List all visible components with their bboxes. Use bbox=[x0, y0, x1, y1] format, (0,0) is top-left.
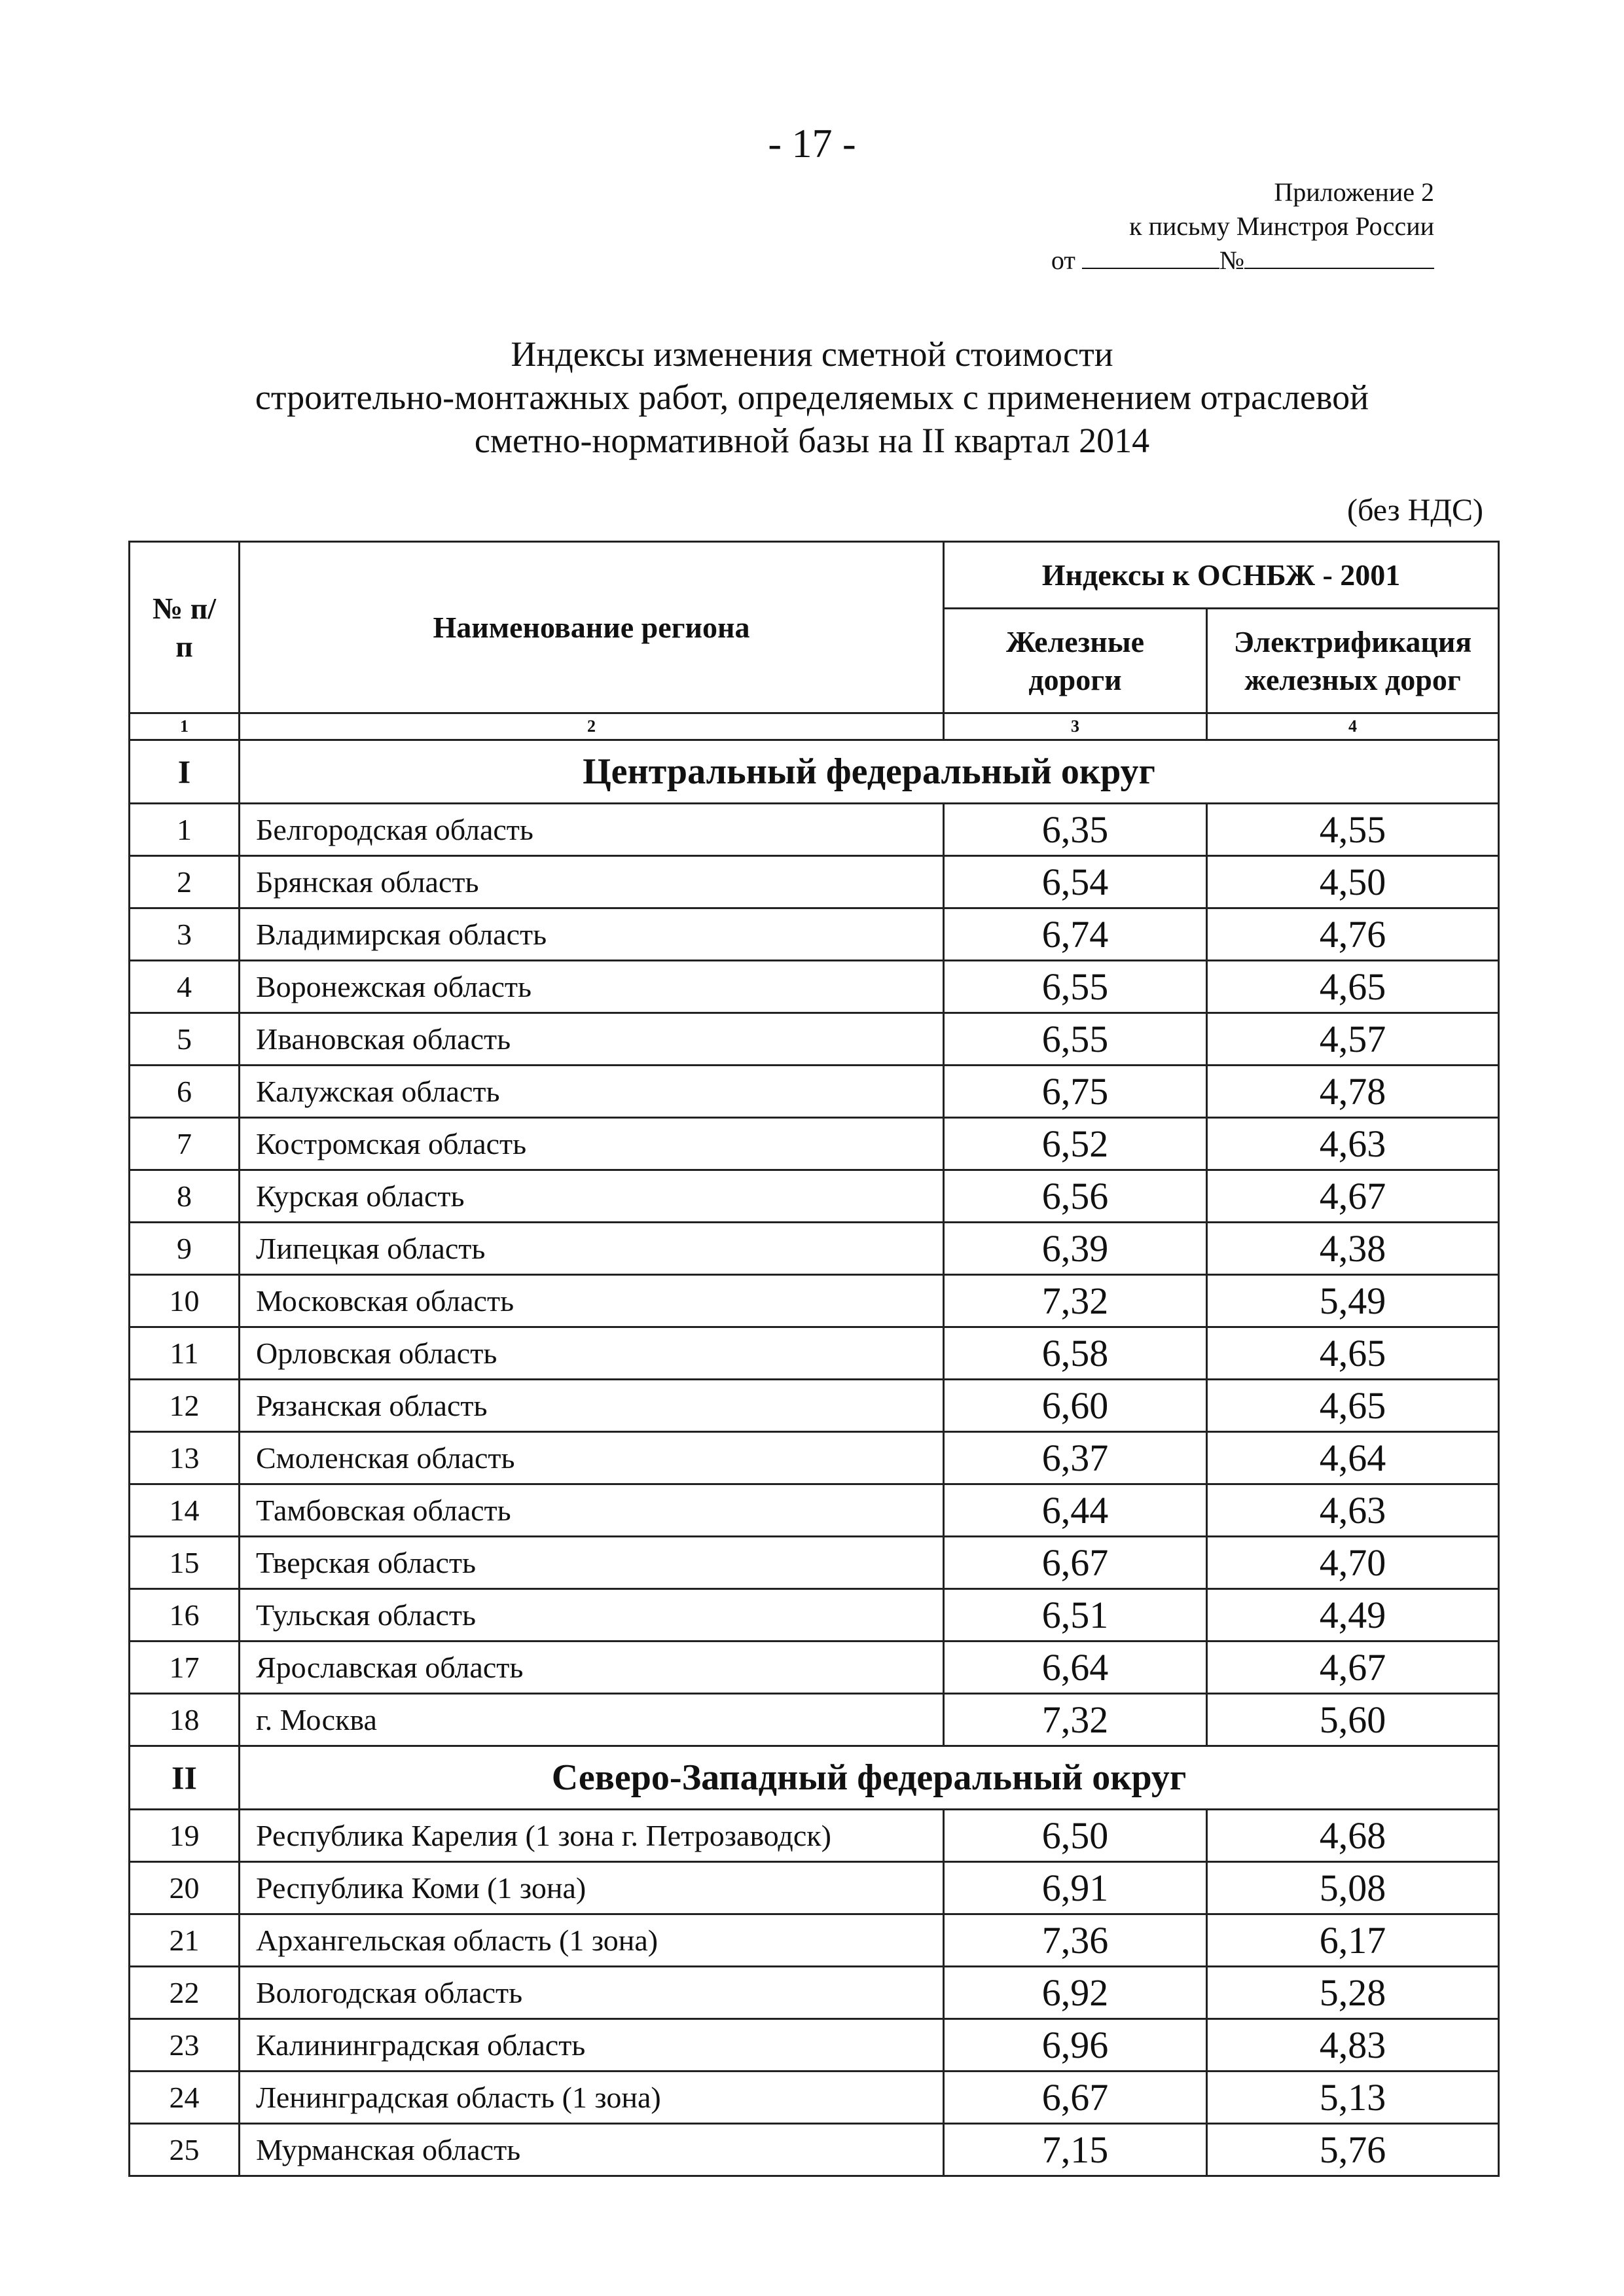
region-name: Республика Карелия (1 зона г. Петрозаводск) bbox=[240, 1810, 944, 1862]
railway-index: 6,50 bbox=[944, 1810, 1207, 1862]
row-number: 25 bbox=[130, 2124, 240, 2176]
header-index-group: Индексы к ОСНБЖ - 2001 bbox=[944, 542, 1499, 609]
table-row bbox=[130, 1537, 1499, 1589]
electrification-index: 4,55 bbox=[1207, 804, 1499, 856]
district-name: Северо-Западный федеральный округ bbox=[240, 1746, 1499, 1810]
district-number: I bbox=[130, 740, 240, 804]
electrification-index: 4,65 bbox=[1207, 1380, 1499, 1432]
region-name: Вологодская область bbox=[240, 1967, 944, 2019]
region-name: Воронежская область bbox=[240, 961, 944, 1013]
electrification-index: 5,08 bbox=[1207, 1862, 1499, 1914]
region-name: Курская область bbox=[240, 1170, 944, 1223]
row-number: 6 bbox=[130, 1066, 240, 1118]
region-name: Владимирская область bbox=[240, 908, 944, 961]
region-name: Республика Коми (1 зона) bbox=[240, 1862, 944, 1914]
row-number: 17 bbox=[130, 1641, 240, 1694]
title-line-2: строительно-монтажных работ, определяемых с применением отраслевой bbox=[255, 378, 1369, 417]
electrification-index: 4,38 bbox=[1207, 1223, 1499, 1275]
row-number: 20 bbox=[130, 1862, 240, 1914]
electrification-index: 4,68 bbox=[1207, 1810, 1499, 1862]
table-row bbox=[130, 1118, 1499, 1170]
electrification-index: 4,50 bbox=[1207, 856, 1499, 908]
railway-index: 6,37 bbox=[944, 1432, 1207, 1484]
electrification-index: 5,49 bbox=[1207, 1275, 1499, 1327]
table-row bbox=[130, 1432, 1499, 1484]
table-row bbox=[130, 1013, 1499, 1066]
page-number: - 17 - bbox=[768, 122, 856, 166]
column-number: 3 bbox=[944, 713, 1207, 740]
row-number: 15 bbox=[130, 1537, 240, 1589]
row-number: 2 bbox=[130, 856, 240, 908]
table-row bbox=[130, 1694, 1499, 1746]
region-name: Ярославская область bbox=[240, 1641, 944, 1694]
date-blank bbox=[1082, 268, 1219, 269]
electrification-index: 5,76 bbox=[1207, 2124, 1499, 2176]
table-row bbox=[130, 804, 1499, 856]
railway-index: 6,58 bbox=[944, 1327, 1207, 1380]
railway-index: 6,96 bbox=[944, 2019, 1207, 2072]
row-number: 8 bbox=[130, 1170, 240, 1223]
railway-index: 7,32 bbox=[944, 1694, 1207, 1746]
region-name: Тульская область bbox=[240, 1589, 944, 1641]
appendix-title: Приложение 2 bbox=[1274, 177, 1434, 207]
row-number: 23 bbox=[130, 2019, 240, 2072]
row-number: 7 bbox=[130, 1118, 240, 1170]
row-number: 1 bbox=[130, 804, 240, 856]
region-name: Архангельская область (1 зона) bbox=[240, 1914, 944, 1967]
appendix-date-number-line bbox=[1051, 243, 1434, 278]
row-number: 16 bbox=[130, 1589, 240, 1641]
table-row bbox=[130, 1862, 1499, 1914]
district-number: II bbox=[130, 1746, 240, 1810]
region-name: Орловская область bbox=[240, 1327, 944, 1380]
table-row bbox=[130, 856, 1499, 908]
region-name: Смоленская область bbox=[240, 1432, 944, 1484]
region-name: Тверская область bbox=[240, 1537, 944, 1589]
railway-index: 6,44 bbox=[944, 1484, 1207, 1537]
table-row bbox=[130, 1223, 1499, 1275]
railway-index: 7,15 bbox=[944, 2124, 1207, 2176]
row-number: 9 bbox=[130, 1223, 240, 1275]
region-name: Ленинградская область (1 зона) bbox=[240, 2072, 944, 2124]
region-name: Липецкая область bbox=[240, 1223, 944, 1275]
table-body bbox=[130, 740, 1499, 2176]
railway-index: 6,35 bbox=[944, 804, 1207, 856]
table-row bbox=[130, 1810, 1499, 1862]
electrification-index: 4,67 bbox=[1207, 1641, 1499, 1694]
column-number: 4 bbox=[1207, 713, 1499, 740]
electrification-index: 4,67 bbox=[1207, 1170, 1499, 1223]
table-row bbox=[130, 961, 1499, 1013]
region-name: Мурманская область bbox=[240, 2124, 944, 2176]
railway-index: 6,67 bbox=[944, 1537, 1207, 1589]
railway-index: 6,91 bbox=[944, 1862, 1207, 1914]
region-name: Ивановская область bbox=[240, 1013, 944, 1066]
electrification-index: 4,76 bbox=[1207, 908, 1499, 961]
table-row bbox=[130, 1641, 1499, 1694]
table-row bbox=[130, 1967, 1499, 2019]
district-row bbox=[130, 740, 1499, 804]
table-row bbox=[130, 2124, 1499, 2176]
column-number: 2 bbox=[240, 713, 944, 740]
railway-index: 6,55 bbox=[944, 961, 1207, 1013]
region-name: г. Москва bbox=[240, 1694, 944, 1746]
railway-index: 6,92 bbox=[944, 1967, 1207, 2019]
table-row bbox=[130, 2072, 1499, 2124]
electrification-index: 5,13 bbox=[1207, 2072, 1499, 2124]
row-number: 24 bbox=[130, 2072, 240, 2124]
table-row bbox=[130, 1589, 1499, 1641]
number-blank bbox=[1244, 268, 1434, 269]
row-number: 14 bbox=[130, 1484, 240, 1537]
electrification-index: 6,17 bbox=[1207, 1914, 1499, 1967]
table-row bbox=[130, 1170, 1499, 1223]
header-railways: Железные дороги bbox=[944, 609, 1207, 713]
railway-index: 6,64 bbox=[944, 1641, 1207, 1694]
table-row bbox=[130, 2019, 1499, 2072]
document-title bbox=[0, 332, 1624, 462]
district-name: Центральный федеральный округ bbox=[240, 740, 1499, 804]
electrification-index: 4,65 bbox=[1207, 961, 1499, 1013]
railway-index: 6,67 bbox=[944, 2072, 1207, 2124]
electrification-index: 4,49 bbox=[1207, 1589, 1499, 1641]
table-row bbox=[130, 1066, 1499, 1118]
region-name: Брянская область bbox=[240, 856, 944, 908]
indices-table bbox=[128, 541, 1500, 2177]
region-name: Костромская область bbox=[240, 1118, 944, 1170]
electrification-index: 4,65 bbox=[1207, 1327, 1499, 1380]
appendix-block bbox=[1051, 175, 1434, 278]
railway-index: 6,55 bbox=[944, 1013, 1207, 1066]
region-name: Белгородская область bbox=[240, 804, 944, 856]
title-line-3: сметно-нормативной базы на II квартал 2014 bbox=[474, 421, 1150, 460]
district-row bbox=[130, 1746, 1499, 1810]
railway-index: 6,54 bbox=[944, 856, 1207, 908]
railway-index: 7,32 bbox=[944, 1275, 1207, 1327]
row-number: 12 bbox=[130, 1380, 240, 1432]
header-region: Наименование региона bbox=[240, 542, 944, 713]
region-name: Тамбовская область bbox=[240, 1484, 944, 1537]
railway-index: 6,52 bbox=[944, 1118, 1207, 1170]
region-name: Калининградская область bbox=[240, 2019, 944, 2072]
row-number: 19 bbox=[130, 1810, 240, 1862]
title-line-1: Индексы изменения сметной стоимости bbox=[511, 334, 1113, 374]
electrification-index: 4,63 bbox=[1207, 1118, 1499, 1170]
table-row bbox=[130, 1275, 1499, 1327]
row-number: 13 bbox=[130, 1432, 240, 1484]
header-electrification: Электрификация железных дорог bbox=[1207, 609, 1499, 713]
table-row bbox=[130, 1484, 1499, 1537]
vat-note: (без НДС) bbox=[1346, 493, 1483, 528]
railway-index: 7,36 bbox=[944, 1914, 1207, 1967]
table-row bbox=[130, 1914, 1499, 1967]
column-number: 1 bbox=[130, 713, 240, 740]
electrification-index: 4,83 bbox=[1207, 2019, 1499, 2072]
table-row bbox=[130, 908, 1499, 961]
number-sign: № bbox=[1219, 245, 1244, 275]
railway-index: 6,75 bbox=[944, 1066, 1207, 1118]
header-number: № п/п bbox=[130, 542, 240, 713]
electrification-index: 4,57 bbox=[1207, 1013, 1499, 1066]
electrification-index: 4,64 bbox=[1207, 1432, 1499, 1484]
railway-index: 6,60 bbox=[944, 1380, 1207, 1432]
railway-index: 6,39 bbox=[944, 1223, 1207, 1275]
electrification-index: 5,28 bbox=[1207, 1967, 1499, 2019]
railway-index: 6,74 bbox=[944, 908, 1207, 961]
row-number: 5 bbox=[130, 1013, 240, 1066]
row-number: 4 bbox=[130, 961, 240, 1013]
row-number: 10 bbox=[130, 1275, 240, 1327]
appendix-letter-reference: к письму Минстроя России bbox=[1129, 211, 1434, 241]
row-number: 11 bbox=[130, 1327, 240, 1380]
from-label: от bbox=[1051, 245, 1075, 275]
electrification-index: 5,60 bbox=[1207, 1694, 1499, 1746]
region-name: Рязанская область bbox=[240, 1380, 944, 1432]
region-name: Московская область bbox=[240, 1275, 944, 1327]
row-number: 18 bbox=[130, 1694, 240, 1746]
region-name: Калужская область bbox=[240, 1066, 944, 1118]
railway-index: 6,51 bbox=[944, 1589, 1207, 1641]
electrification-index: 4,78 bbox=[1207, 1066, 1499, 1118]
electrification-index: 4,63 bbox=[1207, 1484, 1499, 1537]
table-row bbox=[130, 1380, 1499, 1432]
row-number: 22 bbox=[130, 1967, 240, 2019]
railway-index: 6,56 bbox=[944, 1170, 1207, 1223]
table-row bbox=[130, 1327, 1499, 1380]
row-number: 3 bbox=[130, 908, 240, 961]
row-number: 21 bbox=[130, 1914, 240, 1967]
electrification-index: 4,70 bbox=[1207, 1537, 1499, 1589]
